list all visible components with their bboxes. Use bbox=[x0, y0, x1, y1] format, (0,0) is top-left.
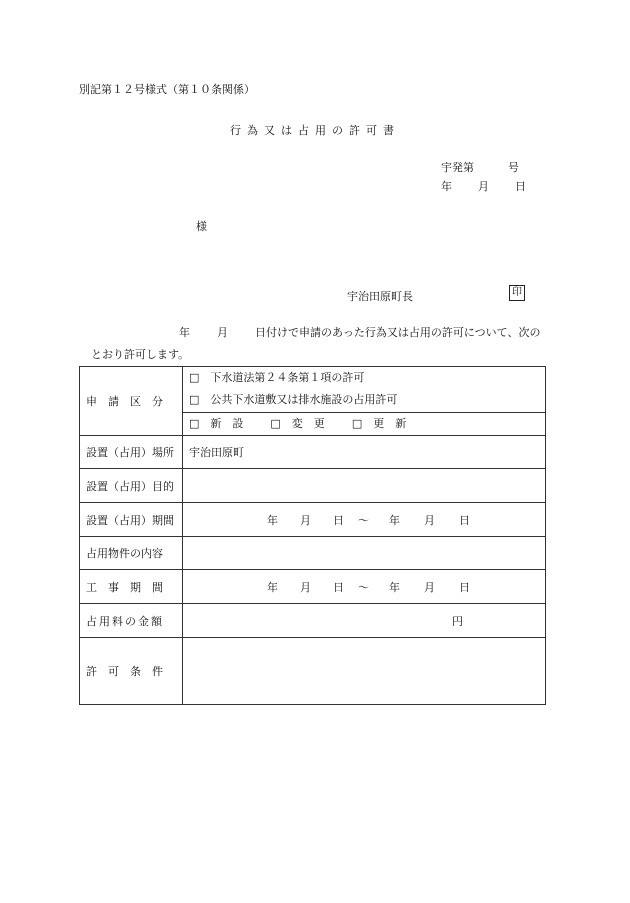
contents-value[interactable] bbox=[183, 537, 546, 570]
purpose-value[interactable] bbox=[183, 469, 546, 503]
addressee-suffix: 様 bbox=[196, 220, 207, 233]
type-options bbox=[183, 412, 546, 435]
construction-start-month: 月 bbox=[300, 580, 311, 594]
construction-end-month: 月 bbox=[424, 580, 435, 594]
period-end-day: 日 bbox=[459, 513, 470, 527]
period-start-month: 月 bbox=[300, 513, 311, 527]
issue-number-prefix: 宇発第 bbox=[441, 161, 474, 174]
issue-date-day: 日 bbox=[515, 180, 526, 193]
purpose-label: 設置（占用）目的 bbox=[80, 469, 183, 503]
period-tilde: 〜 bbox=[358, 513, 369, 527]
construction-end-year: 年 bbox=[389, 580, 400, 594]
document-title: 行為又は占用の許可書 bbox=[230, 124, 400, 137]
period-end-year: 年 bbox=[389, 513, 400, 527]
form-reference: 別記第１２号様式（第１０条関係） bbox=[79, 83, 255, 96]
issue-date-year: 年 bbox=[441, 180, 452, 193]
type-option-change[interactable]: □ 変 更 bbox=[270, 416, 325, 430]
type-option-renew[interactable]: □ 更 新 bbox=[351, 416, 407, 430]
issue-date-month: 月 bbox=[478, 180, 489, 193]
construction-end-day: 日 bbox=[459, 580, 470, 594]
construction-start-year: 年 bbox=[267, 580, 278, 594]
construction-tilde: 〜 bbox=[358, 580, 369, 594]
period-value[interactable] bbox=[183, 503, 546, 537]
body-year: 年 bbox=[179, 326, 190, 339]
location-label: 設置（占用）場所 bbox=[80, 436, 183, 469]
issuer-name: 宇治田原町長 bbox=[347, 290, 413, 303]
fee-value[interactable] bbox=[183, 604, 546, 638]
body-sentence: 日付けで申請のあった行為又は占用の許可について、次のとおり許可します。 bbox=[91, 326, 541, 361]
issue-number-suffix: 号 bbox=[508, 161, 519, 174]
period-end-month: 月 bbox=[424, 513, 435, 527]
construction-start-day: 日 bbox=[333, 580, 344, 594]
conditions-label: 許可条件 bbox=[80, 638, 183, 705]
fee-label: 占用料の金額 bbox=[80, 604, 183, 638]
period-label: 設置（占用）期間 bbox=[80, 503, 183, 537]
category-option-1[interactable]: □ 下水道法第２４条第１項の許可 bbox=[183, 367, 546, 390]
seal-mark: 印 bbox=[509, 285, 525, 301]
category-option-2[interactable]: □ 公共下水道敷又は排水施設の占用許可 bbox=[183, 389, 546, 412]
period-start-day: 日 bbox=[333, 513, 344, 527]
issue-date bbox=[441, 178, 526, 194]
contents-label: 占用物件の内容 bbox=[80, 537, 183, 570]
period-start-year: 年 bbox=[267, 513, 278, 527]
construction-label: 工事期間 bbox=[80, 570, 183, 604]
body-month: 月 bbox=[217, 326, 228, 339]
issue-number bbox=[441, 159, 519, 175]
type-option-new[interactable]: □ 新 設 bbox=[189, 416, 244, 430]
conditions-value[interactable] bbox=[183, 638, 546, 705]
fee-unit: 円 bbox=[452, 614, 463, 628]
permit-table bbox=[79, 366, 546, 705]
construction-value[interactable] bbox=[183, 570, 546, 604]
category-label: 申請区分 bbox=[80, 367, 183, 436]
body-text bbox=[91, 322, 551, 366]
location-value[interactable]: 宇治田原町 bbox=[183, 436, 546, 469]
